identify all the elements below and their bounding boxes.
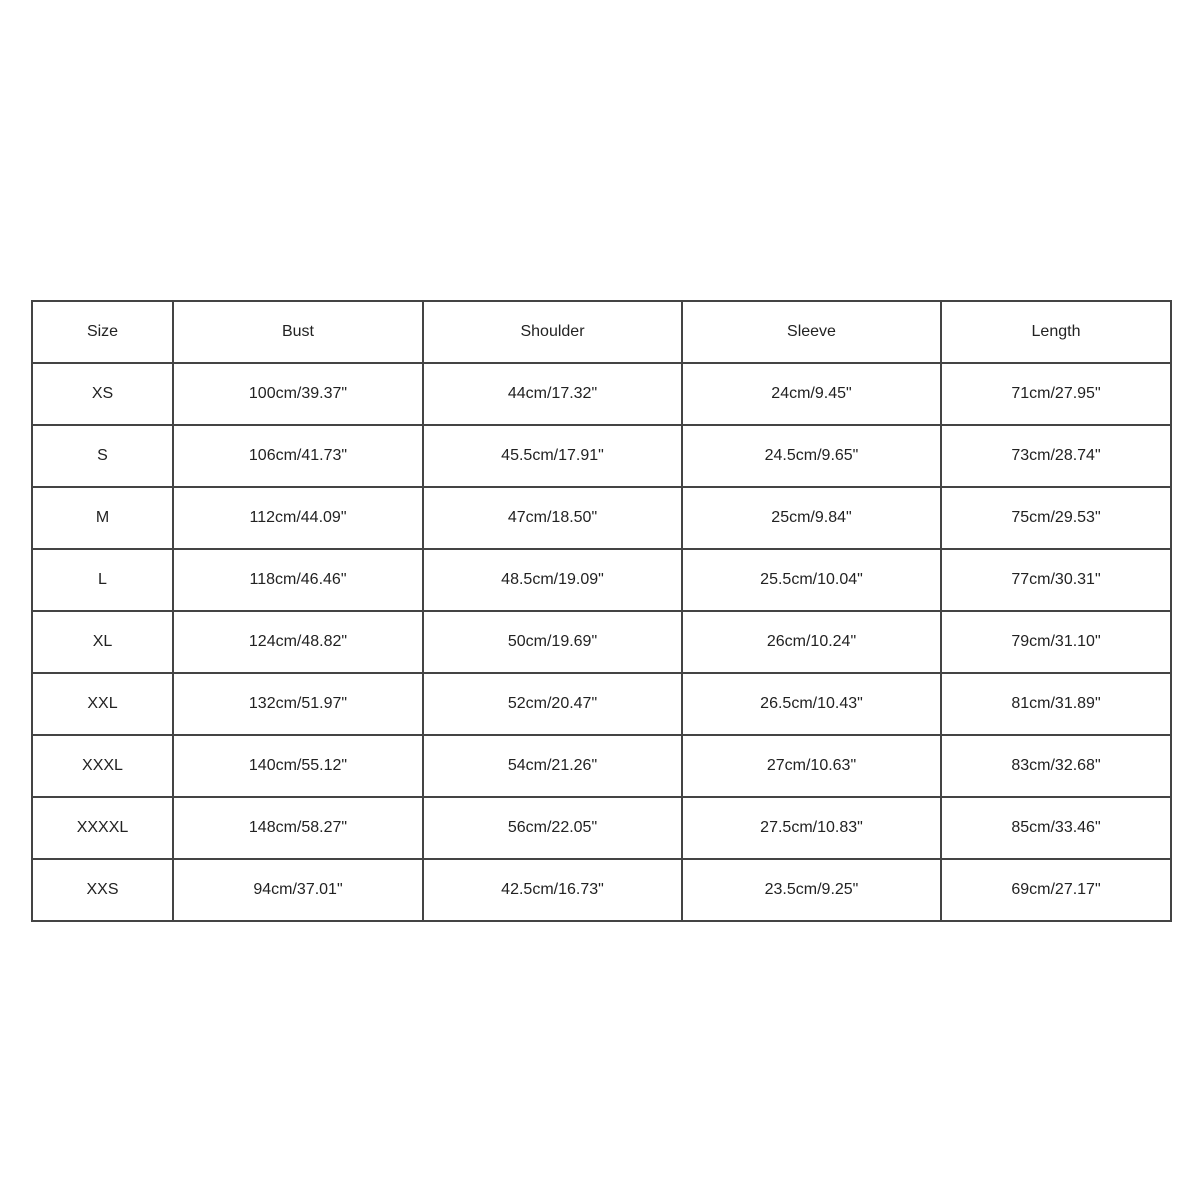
length-cell: 85cm/33.46" (941, 797, 1171, 859)
bust-cell: 100cm/39.37" (173, 363, 423, 425)
sleeve-cell: 25cm/9.84" (682, 487, 941, 549)
table-row (32, 425, 1171, 487)
bust-cell: 132cm/51.97" (173, 673, 423, 735)
table-row (32, 673, 1171, 735)
sleeve-cell: 25.5cm/10.04" (682, 549, 941, 611)
bust-cell: 118cm/46.46" (173, 549, 423, 611)
table-row (32, 487, 1171, 549)
bust-cell: 94cm/37.01" (173, 859, 423, 921)
shoulder-cell: 50cm/19.69" (423, 611, 682, 673)
bust-cell: 140cm/55.12" (173, 735, 423, 797)
size-cell: XL (32, 611, 173, 673)
length-cell: 73cm/28.74" (941, 425, 1171, 487)
size-cell: L (32, 549, 173, 611)
table-row (32, 363, 1171, 425)
length-cell: 69cm/27.17" (941, 859, 1171, 921)
shoulder-cell: 45.5cm/17.91" (423, 425, 682, 487)
length-cell: 75cm/29.53" (941, 487, 1171, 549)
length-cell: 77cm/30.31" (941, 549, 1171, 611)
table-row (32, 859, 1171, 921)
table-row (32, 611, 1171, 673)
size-cell: XXL (32, 673, 173, 735)
shoulder-cell: 44cm/17.32" (423, 363, 682, 425)
length-cell: 83cm/32.68" (941, 735, 1171, 797)
sleeve-cell: 27.5cm/10.83" (682, 797, 941, 859)
header-row (32, 301, 1171, 363)
table-row (32, 735, 1171, 797)
shoulder-cell: 52cm/20.47" (423, 673, 682, 735)
table-row (32, 797, 1171, 859)
sleeve-cell: 24.5cm/9.65" (682, 425, 941, 487)
header-sleeve: Sleeve (682, 301, 941, 363)
shoulder-cell: 47cm/18.50" (423, 487, 682, 549)
header-bust: Bust (173, 301, 423, 363)
sleeve-cell: 23.5cm/9.25" (682, 859, 941, 921)
sleeve-cell: 26.5cm/10.43" (682, 673, 941, 735)
shoulder-cell: 42.5cm/16.73" (423, 859, 682, 921)
shoulder-cell: 56cm/22.05" (423, 797, 682, 859)
size-cell: XS (32, 363, 173, 425)
bust-cell: 112cm/44.09" (173, 487, 423, 549)
size-cell: XXXXL (32, 797, 173, 859)
size-chart-table (31, 300, 1172, 922)
size-cell: M (32, 487, 173, 549)
size-cell: S (32, 425, 173, 487)
size-cell: XXXL (32, 735, 173, 797)
bust-cell: 148cm/58.27" (173, 797, 423, 859)
length-cell: 81cm/31.89" (941, 673, 1171, 735)
header-shoulder: Shoulder (423, 301, 682, 363)
length-cell: 71cm/27.95" (941, 363, 1171, 425)
table-row (32, 549, 1171, 611)
header-length: Length (941, 301, 1171, 363)
size-cell: XXS (32, 859, 173, 921)
sleeve-cell: 24cm/9.45" (682, 363, 941, 425)
header-size: Size (32, 301, 173, 363)
shoulder-cell: 54cm/21.26" (423, 735, 682, 797)
shoulder-cell: 48.5cm/19.09" (423, 549, 682, 611)
sleeve-cell: 27cm/10.63" (682, 735, 941, 797)
bust-cell: 124cm/48.82" (173, 611, 423, 673)
bust-cell: 106cm/41.73" (173, 425, 423, 487)
length-cell: 79cm/31.10" (941, 611, 1171, 673)
sleeve-cell: 26cm/10.24" (682, 611, 941, 673)
